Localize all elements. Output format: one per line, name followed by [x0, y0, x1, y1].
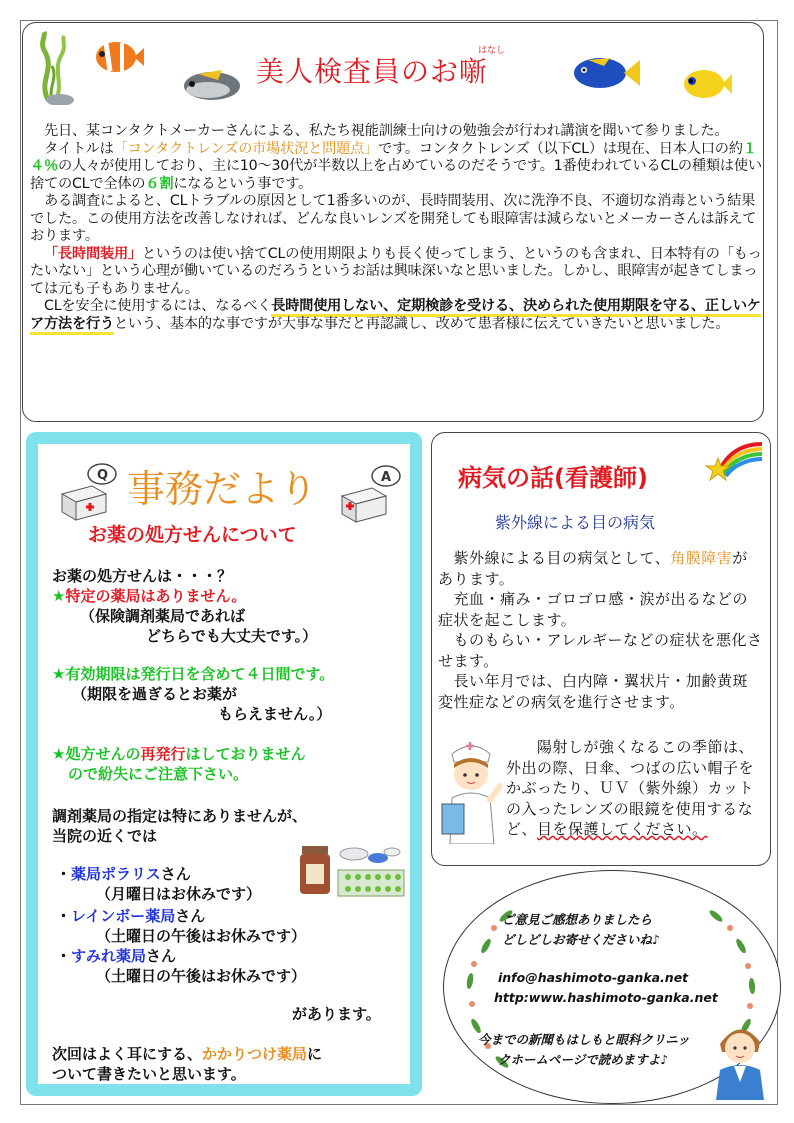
pharmacy-rainbow-note: （土曜日の午後はお休みです）	[96, 927, 307, 945]
seaweed-icon	[30, 30, 80, 105]
paragraph-3: ある調査によると、CLトラブルの原因として1番多いのが、長時間装用、次に洗浄不良、不適切な消毒という結果でした。この使用方法を改善しなければ、どんな良いレンズを開発しても眼障害は減らないとメーカーさんは訴えております。	[30, 193, 757, 244]
next-topic-2: ついて書きたいと思います。	[52, 1065, 246, 1083]
office-news-subtitle: お薬の処方せんについて	[88, 524, 297, 546]
pharmacy-sumire: ・すみれ薬局さん	[56, 947, 177, 965]
paragraph-5: CLを安全に使用するには、なるべく長時間使用しない、定期検診を受ける、決められた使用期限を守る、正しいケア方法を行うという、基本的な事ですが大事な事だと再認識し、改めて患者様に伝えていきたいと思いました。	[30, 298, 762, 333]
feedback-line-2: どしどしお寄せくださいね♪	[502, 932, 660, 947]
prescription-intro: お薬の処方せんは・・・？	[52, 567, 233, 585]
feedback-line-1: ご意見ご感想ありましたら	[502, 912, 653, 927]
archive-line-1: 今までの新聞もはしもと眼科クリニッ	[478, 1032, 690, 1047]
paragraph-1: 先日、某コンタクトメーカーさんによる、私たち視能訓練士向けの勉強会が行われ講演を聞いて参りました。	[44, 123, 729, 139]
disease-paragraph-2: 充血・痛み・ゴロゴロ感・涙が出るなどの症状を起こします。	[438, 590, 749, 629]
pharmacy-intro-2: 当院の近くでは	[52, 827, 158, 845]
title-ruby: はなし	[478, 46, 506, 56]
pharmacy-polaris-note: （月曜日はお休みです）	[96, 885, 262, 903]
medicine-icon	[298, 840, 408, 900]
article-body	[30, 123, 762, 333]
a-label: A	[381, 470, 392, 485]
point-1-note-1: （保険調剤薬局であれば	[80, 607, 246, 625]
pharmacy-sumire-note: （土曜日の午後はお休みです）	[96, 967, 307, 985]
pharmacy-closing: があります。	[292, 1005, 381, 1023]
point-3-note: ので紛失にご注意下さい。	[68, 765, 249, 783]
archive-line-2: クホームページで読めますよ♪	[498, 1052, 669, 1067]
pharmacy-rainbow: ・レインボー薬局さん	[56, 907, 206, 925]
disease-paragraph-3: ものもらい・アレルギーなどの症状を悪化させます。	[438, 631, 763, 670]
a-first-aid-box-icon	[338, 462, 404, 524]
clownfish-icon	[92, 36, 144, 78]
article-title: 美人検査員のお噺	[256, 55, 489, 88]
point-1: ★特定の薬局はありません。	[52, 587, 247, 605]
disease-talk-body	[438, 548, 763, 712]
website-link[interactable]: http:www.hashimoto-ganka.net	[494, 990, 718, 1005]
q-first-aid-box-icon	[56, 460, 122, 522]
office-news-title: 事務だより	[127, 467, 318, 511]
pharmacy-polaris: ・薬局ポラリスさん	[56, 865, 191, 883]
yellow-fish-icon	[680, 64, 732, 104]
point-2: ★有効期限は発行日を含めて４日間です。	[52, 665, 335, 683]
pharmacy-intro-1: 調剤薬局の指定は特にありませんが、	[52, 807, 308, 825]
disease-paragraph-1: 紫外線による目の病気として、角膜障害があります。	[438, 549, 748, 588]
staff-illustration	[712, 1016, 768, 1100]
point-2-note-2: もらえません。）	[218, 705, 332, 723]
email-address[interactable]: info@hashimoto-ganka.net	[498, 970, 689, 985]
shooting-star-icon	[704, 440, 764, 486]
next-topic-1: 次回はよく耳にする、かかりつけ薬局に	[52, 1045, 323, 1063]
q-label: Q	[97, 468, 109, 483]
paragraph-4: 「長時間装用」というのは使い捨てCLの使用期限よりも長く使ってしまう、というのも含まれ、日本特有の「もったいない」という心理が働いているのだろうというお話は興味深いなと思いました。しかし、眼障害が起きてしまっては元も子もありません。	[30, 245, 762, 297]
blue-fish-icon	[570, 52, 640, 94]
disease-paragraph-4: 長い年月では、白内障・翼状片・加齢黄斑変性症などの病気を進行させます。	[438, 672, 749, 711]
point-2-note-1: （期限を過ぎるとお薬が	[72, 685, 238, 703]
disease-talk-title: 病気の話(看護師)	[458, 464, 648, 492]
point-1-note-2: どちらでも大丈夫です。）	[146, 627, 318, 645]
grey-fish-icon	[178, 64, 248, 104]
uv-protection-advice: 陽射しが強くなるこの季節は、外出の際、日傘、つばの広い帽子をかぶったり、ＵＶ（紫外線）カットの入ったレンズの眼鏡を使用するなど、目を保護してください。	[506, 738, 755, 838]
uv-eye-disease-subtitle: 紫外線による目の病気	[495, 513, 656, 532]
point-3: ★処方せんの再発行はしておりません	[52, 745, 306, 763]
nurse-illustration	[438, 738, 506, 844]
paragraph-2: タイトルは「コンタクトレンズの市場状況と問題点」です。コンタクトレンズ（以下CL）は現在、日本人口の約１４％の人々が使用しており、主に10～30代が半数以上を占めているのだそうです。1番使われているCLの種類は使い捨てのCLで全体の６割になるという事です。	[30, 140, 762, 192]
